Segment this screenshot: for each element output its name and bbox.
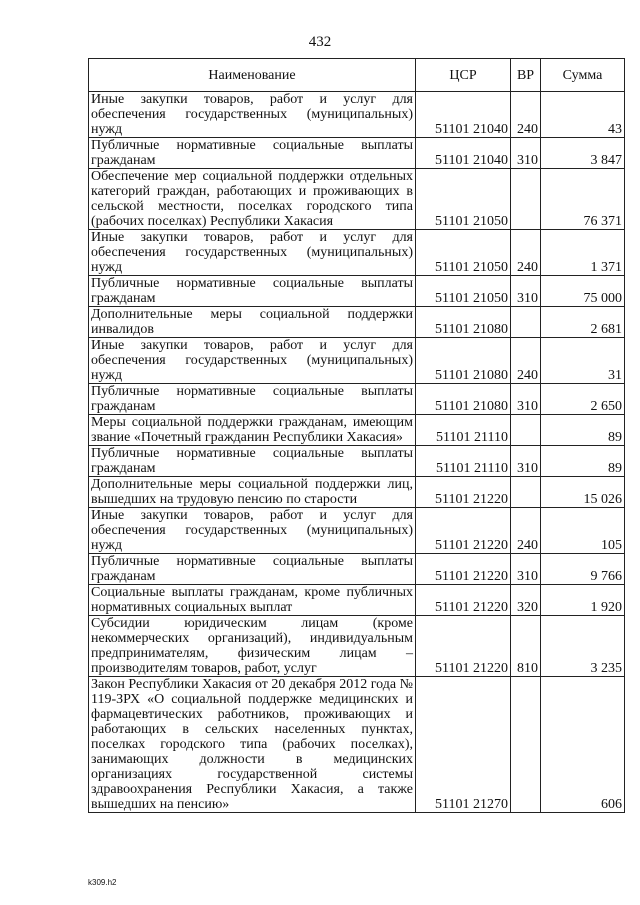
row-sum: 15 026 [541, 477, 625, 508]
table-row [89, 554, 625, 585]
row-vr: 310 [511, 446, 541, 477]
row-vr: 240 [511, 230, 541, 276]
row-vr [511, 169, 541, 230]
row-csr: 51101 21050 [416, 230, 511, 276]
row-name: Публичные нормативные социальные выплаты гражданам [89, 554, 416, 585]
row-csr: 51101 21080 [416, 307, 511, 338]
row-name: Дополнительные меры социальной поддержки инвалидов [89, 307, 416, 338]
row-vr [511, 477, 541, 508]
header-sum: Сумма [541, 59, 625, 92]
row-sum: 1 920 [541, 585, 625, 616]
page-number: 432 [308, 34, 332, 50]
row-sum: 76 371 [541, 169, 625, 230]
table-row [89, 276, 625, 307]
row-csr: 51101 21050 [416, 276, 511, 307]
row-sum: 2 681 [541, 307, 625, 338]
row-vr: 310 [511, 138, 541, 169]
table-row [89, 677, 625, 813]
row-csr: 51101 21220 [416, 477, 511, 508]
row-name: Иные закупки товаров, работ и услуг для обеспечения государственных (муниципальных) нужд [89, 92, 416, 138]
row-vr: 240 [511, 508, 541, 554]
row-sum: 1 371 [541, 230, 625, 276]
row-vr: 320 [511, 585, 541, 616]
row-csr: 51101 21220 [416, 508, 511, 554]
row-sum: 606 [541, 677, 625, 813]
row-sum: 43 [541, 92, 625, 138]
row-name: Публичные нормативные социальные выплаты гражданам [89, 276, 416, 307]
row-name: Дополнительные меры социальной поддержки лиц, вышедших на трудовую пенсию по старости [89, 477, 416, 508]
table-row [89, 307, 625, 338]
row-csr: 51101 21110 [416, 446, 511, 477]
row-name: Субсидии юридическим лицам (кроме некоммерческих организаций), индивидуальным предпринимателям, физическим лицам – производителям товаров, работ, услуг [89, 616, 416, 677]
row-sum: 2 650 [541, 384, 625, 415]
table-row [89, 585, 625, 616]
row-csr: 51101 21220 [416, 554, 511, 585]
table-row [89, 138, 625, 169]
row-csr: 51101 21050 [416, 169, 511, 230]
row-name: Публичные нормативные социальные выплаты гражданам [89, 446, 416, 477]
footer-code: k309.h2 [88, 878, 117, 887]
row-name: Закон Республики Хакасия от 20 декабря 2012 года № 119-ЗРХ «О социальной поддержке медицинских и фармацевтических работников, проживающих и работающих в сельских населенных пунктах, поселках городского типа (рабочих поселках), занимающих должности в медицинских организациях государственной системы здравоохранения Республики Хакасия, а также вышедших на пенсию» [89, 677, 416, 813]
budget-table [88, 58, 625, 813]
row-csr: 51101 21080 [416, 338, 511, 384]
row-csr: 51101 21220 [416, 616, 511, 677]
row-csr: 51101 21040 [416, 92, 511, 138]
table-row [89, 477, 625, 508]
row-name: Обеспечение мер социальной поддержки отдельных категорий граждан, работающих и проживающих в сельской местности, поселках городского типа (рабочих поселках) Республики Хакасия [89, 169, 416, 230]
row-sum: 3 235 [541, 616, 625, 677]
row-vr [511, 677, 541, 813]
row-vr: 310 [511, 554, 541, 585]
row-sum: 89 [541, 415, 625, 446]
table-row [89, 508, 625, 554]
row-sum: 31 [541, 338, 625, 384]
row-csr: 51101 21040 [416, 138, 511, 169]
table-row [89, 616, 625, 677]
row-name: Меры социальной поддержки гражданам, имеющим звание «Почетный гражданин Республики Хакасия» [89, 415, 416, 446]
table-row [89, 384, 625, 415]
row-name: Публичные нормативные социальные выплаты гражданам [89, 138, 416, 169]
row-sum: 105 [541, 508, 625, 554]
row-name: Иные закупки товаров, работ и услуг для обеспечения государственных (муниципальных) нужд [89, 338, 416, 384]
table-row [89, 338, 625, 384]
row-vr: 240 [511, 92, 541, 138]
row-csr: 51101 21220 [416, 585, 511, 616]
row-csr: 51101 21110 [416, 415, 511, 446]
table-row [89, 230, 625, 276]
row-vr: 240 [511, 338, 541, 384]
table-row [89, 446, 625, 477]
row-vr [511, 415, 541, 446]
row-sum: 75 000 [541, 276, 625, 307]
row-name: Публичные нормативные социальные выплаты гражданам [89, 384, 416, 415]
row-sum: 3 847 [541, 138, 625, 169]
table-row [89, 415, 625, 446]
table-row [89, 169, 625, 230]
row-name: Иные закупки товаров, работ и услуг для обеспечения государственных (муниципальных) нужд [89, 230, 416, 276]
header-name: Наименование [89, 59, 416, 92]
table-header-row [89, 59, 625, 92]
header-csr: ЦСР [416, 59, 511, 92]
row-name: Социальные выплаты гражданам, кроме публичных нормативных социальных выплат [89, 585, 416, 616]
row-vr: 310 [511, 384, 541, 415]
row-vr: 810 [511, 616, 541, 677]
row-vr: 310 [511, 276, 541, 307]
row-sum: 89 [541, 446, 625, 477]
table-row [89, 92, 625, 138]
header-vr: ВР [511, 59, 541, 92]
row-vr [511, 307, 541, 338]
row-csr: 51101 21080 [416, 384, 511, 415]
row-csr: 51101 21270 [416, 677, 511, 813]
row-name: Иные закупки товаров, работ и услуг для обеспечения государственных (муниципальных) нужд [89, 508, 416, 554]
row-sum: 9 766 [541, 554, 625, 585]
